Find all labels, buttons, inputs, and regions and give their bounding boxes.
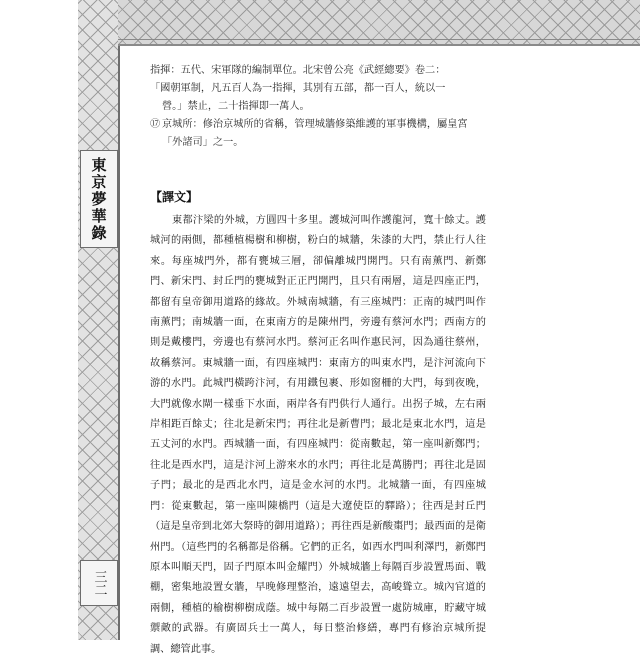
note-line: 「國朝軍制，凡五百人為一指揮，其別有五部，都一百人，統以一 [150,83,446,94]
translation-paragraph: 東都汴梁的外城，方圓四十多里。護城河叫作護龍河，寬十餘丈。護城河的兩側，都種植楊樹和柳樹，粉白的城牆，朱漆的大門，禁止行人往來。每座城門外，都有甕城三層，卻偏離城門開門。只有南薰門、新鄭門、新宋門、封丘門的甕城對正正門開門，且只有兩層，這是四座正門，都留有皇帝御用道路的緣故。外城南城牆，有三座城門：正南的城門叫作南薰門；南城牆一面，在東南方的是陳州門，旁邊有蔡河水門；西南方的則是戴樓門，旁邊也有蔡河水門。蔡河正名叫作惠民河，因為通往蔡州，故稱蔡河。東城牆一面，有四座城門：東南方的叫東水門，是汴河流向下游的水門。此城門橫跨汴河，有用鐵包裹、形如窗柵的大門，每到夜晚，大門就像水閘一樣垂下水面，兩岸各有門供行人通行。出拐子城，左右兩岸相距百餘丈；往北是新宋門；再往北是新曹門；最北是東北水門，這是五丈河的水門。西城牆一面，有四座城門：從南數起，第一座叫新鄭門；往北是西水門，這是汴河上游來水的水門；再往北是萬勝門；再往北是固子門；最北的是西北水門，這是金水河的水門。北城牆一面，有四座城門：從東數起，第一座叫陳橋門（這是大遼使臣的驛路）；往西是封丘門（這是皇帝到北郊大祭時的御用道路）；再往西是新酸棗門；最西面的是衛州門。（這些門的名稱都是俗稱。它們的正名，如西水門叫利澤門，新鄭門原本叫順天門，固子門原本叫金耀門）外城城牆上每隔百步設置馬面、戰棚，密集地設置女牆，早晚修理整治，遠遠望去，高峻聳立。城內官道的兩側，種植的榆樹柳樹成蔭。城中每隔二百步設置一處防城庫，貯藏守城禦敵的武器。有廣固兵士一萬人，每日整治修繕，專門有修治京城所提調、總管此事。 [150,215,486,655]
page-number: 三二 [91,570,107,596]
side-title-box [80,150,118,248]
side-margin [0,0,118,640]
side-divider [118,44,120,640]
note-line: 指揮：五代、宋軍隊的編制單位。北宋曾公亮《武經總要》卷二： [150,65,446,76]
note-line: 營。」禁止，二十指揮即一萬人。 [162,101,310,112]
page-number-box [80,560,118,606]
top-lattice-band [118,0,640,46]
text-content [150,62,486,660]
note-line: 「外諸司」之一。 [162,137,244,148]
section-heading: 【譯文】 [150,190,199,204]
note-line: 京城所：修治京城所的省稱，管理城牆修築維護的軍事機構，屬皇宮 [162,119,468,130]
note-block [150,62,486,152]
note-number: ⑰ [150,119,161,130]
book-title: 東京夢華錄 [89,156,108,242]
side-lattice-pattern [78,0,119,640]
